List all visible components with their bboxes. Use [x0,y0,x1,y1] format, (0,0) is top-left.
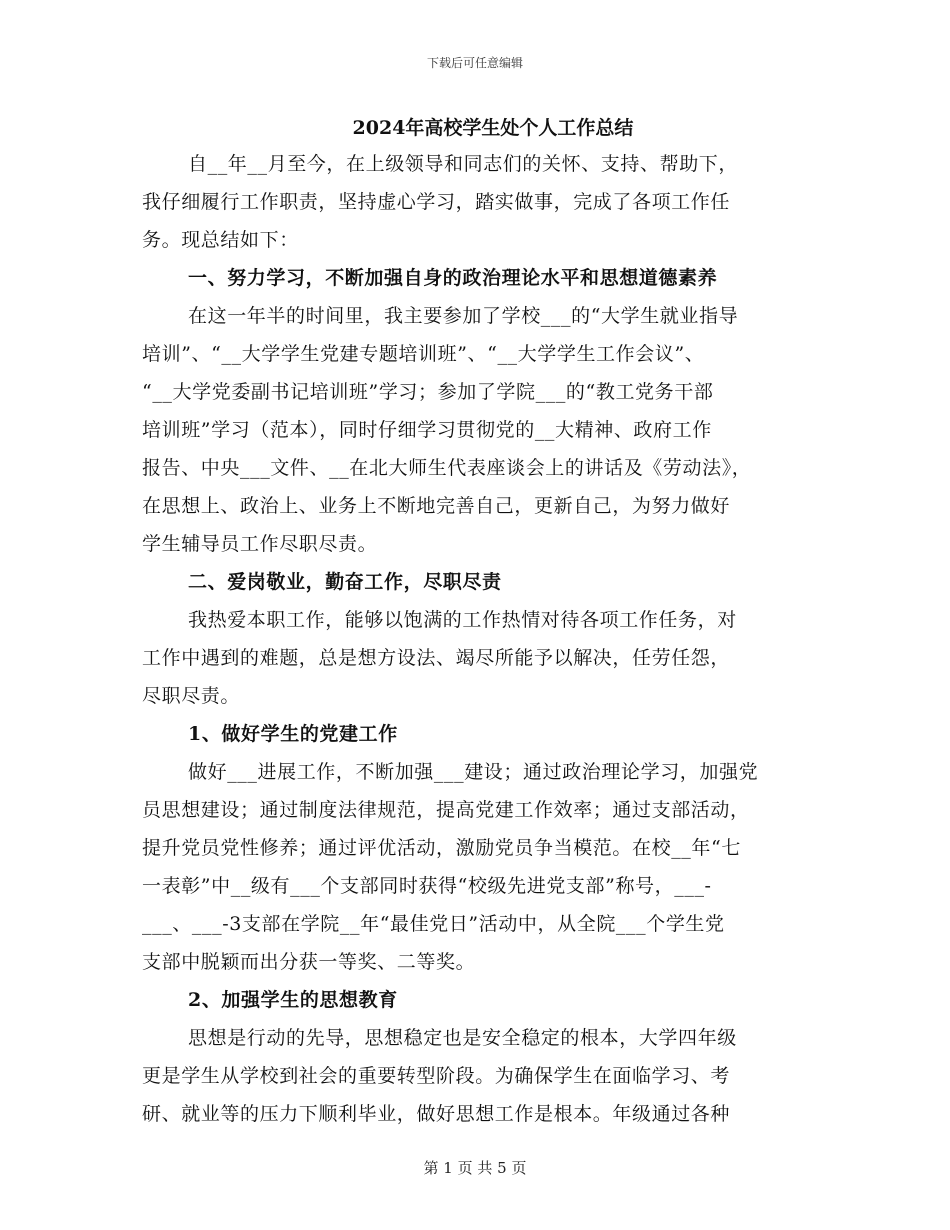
section-heading: 二、爱岗敬业，勤奋工作，尽职尽责 [188,571,502,593]
document-body [142,113,814,1133]
paragraph-line: “__大学党委副书记培训班”学习；参加了学院___的“教工党务干部 [142,381,714,403]
section-heading: 一、努力学习，不断加强自身的政治理论水平和思想道德素养 [188,267,718,289]
paragraph-line: 培训”、“__大学学生党建专题培训班”、“__大学学生工作会议”、 [142,343,705,365]
paragraph-line: 我仔细履行工作职责，坚持虚心学习，踏实做事，完成了各项工作任 [142,191,731,213]
document-title: 2024年高校学生处个人工作总结 [352,117,634,139]
paragraph-line: 报告、中央___文件、__在北大师生代表座谈会上的讲话及《劳动法》， [142,457,752,479]
section-heading: 1、做好学生的党建工作 [188,723,398,745]
paragraph-line: 工作中遇到的难题，总是想方设法、竭尽所能予以解决，任劳任怨， [142,647,731,669]
paragraph-line: 提升党员党性修养；通过评优活动，激励党员争当模范。在校__年“七 [142,837,741,859]
paragraph-line: 在这一年半的时间里，我主要参加了学校___的“大学生就业指导 [188,305,739,327]
paragraph-line: 做好___进展工作，不断加强___建设；通过政治理论学习，加强党 [188,761,759,783]
page-header-note: 下载后可任意编辑 [426,56,523,70]
section-heading: 2、加强学生的思想教育 [188,989,398,1011]
paragraph-line: 支部中脱颖而出分获一等奖、二等奖。 [142,951,476,973]
paragraph-line: 更是学生从学校到社会的重要转型阶段。为确保学生在面临学习、考 [142,1065,731,1087]
document-lines [142,145,814,1133]
paragraph-line: 务。现总结如下： [142,229,299,251]
paragraph-line: 学生辅导员工作尽职尽责。 [142,533,378,555]
paragraph-line: ___、___-3支部在学院__年“最佳党日”活动中，从全院___个学生党 [142,913,725,935]
paragraph-line: 研、就业等的压力下顺利毕业，做好思想工作是根本。年级通过各种 [142,1103,731,1125]
paragraph-line: 自__年__月至今，在上级领导和同志们的关怀、支持、帮助下， [188,153,739,175]
paragraph-line: 培训班”学习（范本），同时仔细学习贯彻党的__大精神、政府工作 [142,419,712,441]
paragraph-line: 一表彰”中__级有___个支部同时获得“校级先进党支部”称号，___- [142,875,712,897]
paragraph-line: 员思想建设；通过制度法律规范，提高党建工作效率；通过支部活动， [142,799,750,821]
paragraph-line: 我热爱本职工作，能够以饱满的工作热情对待各项工作任务，对 [188,609,737,631]
paragraph-line: 尽职尽责。 [142,685,241,707]
paragraph-line: 思想是行动的先导，思想稳定也是安全稳定的根本，大学四年级 [188,1027,737,1049]
page-number-footer: 第 1 页 共 5 页 [423,1159,527,1177]
paragraph-line: 在思想上、政治上、业务上不断地完善自己，更新自己，为努力做好 [142,495,731,517]
